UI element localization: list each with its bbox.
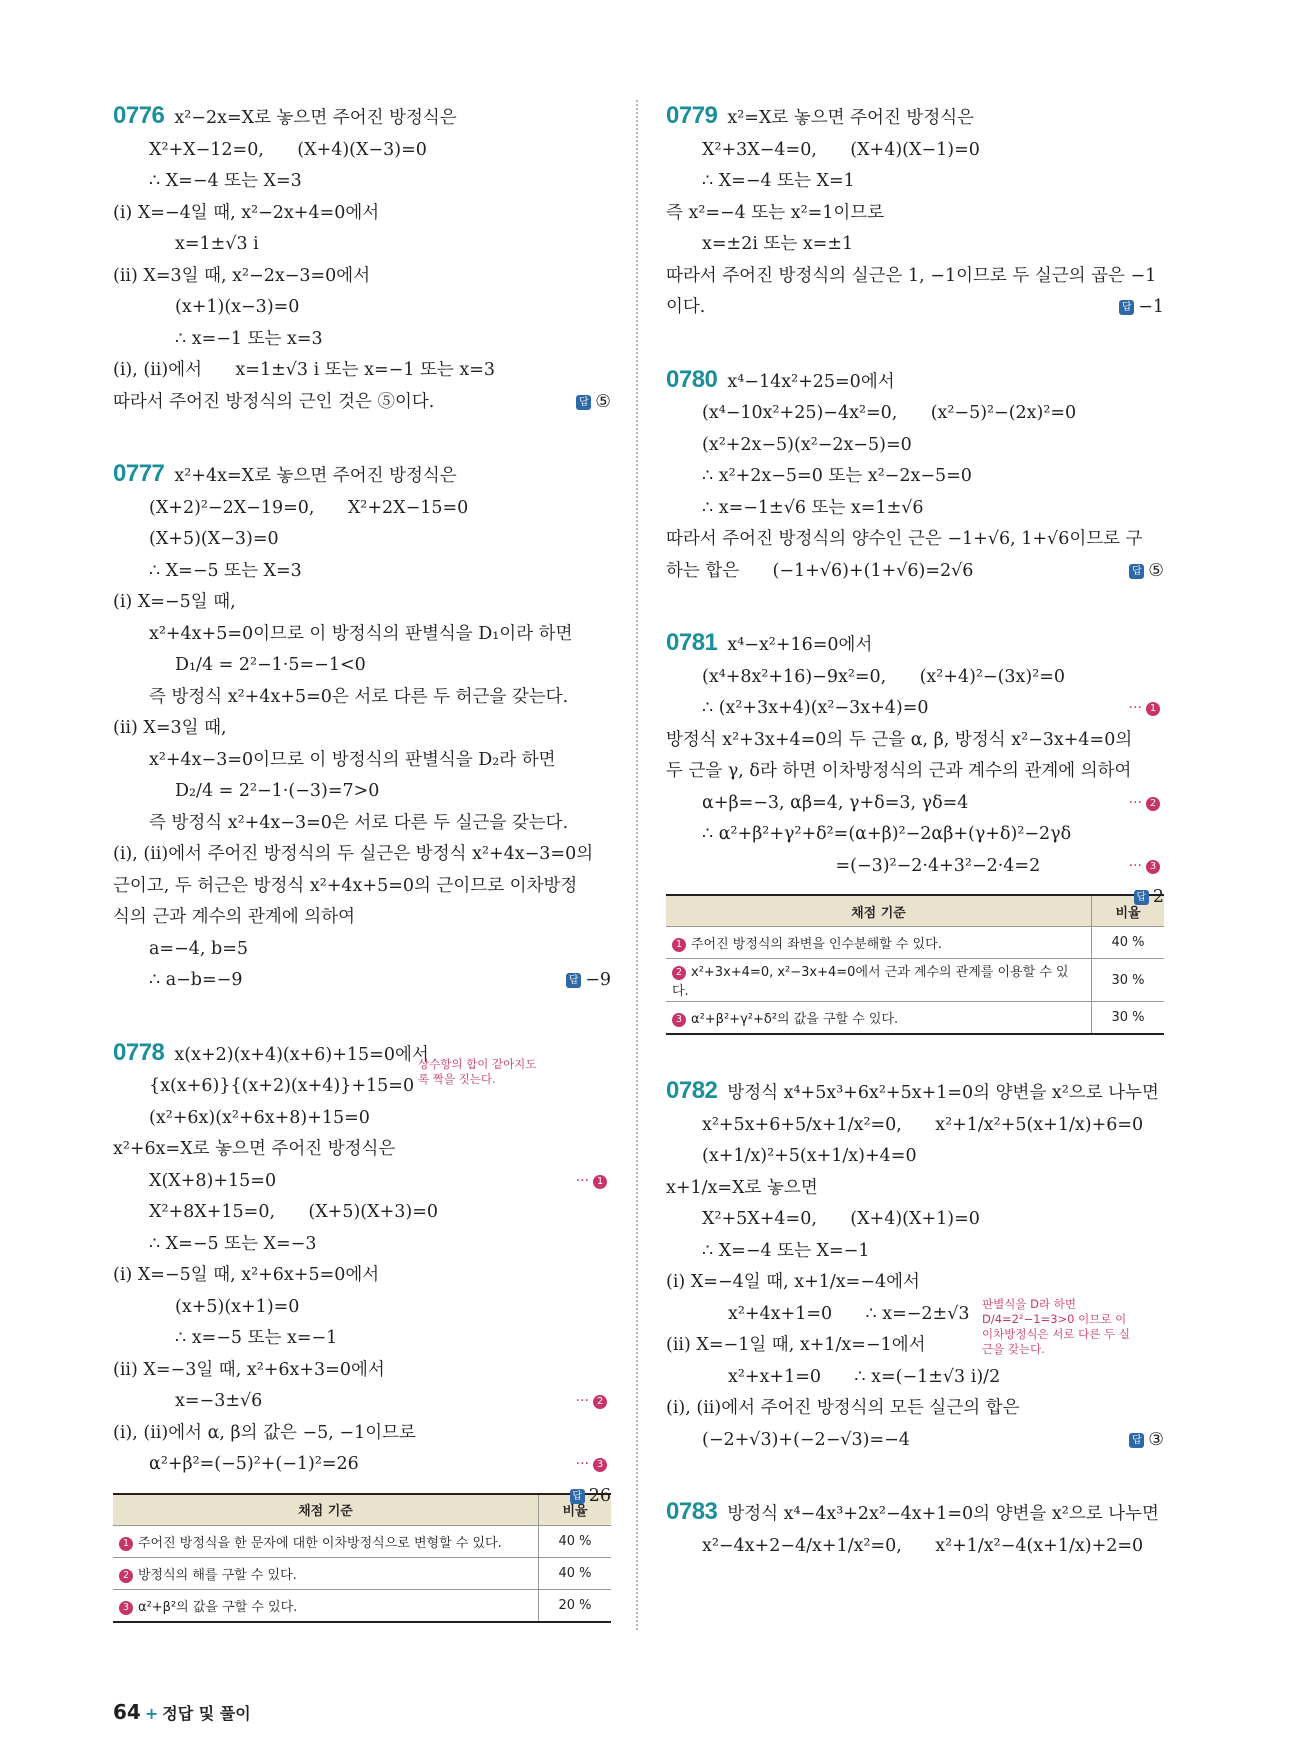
step-number: 3 (593, 1458, 607, 1472)
solution-line (666, 100, 1164, 135)
solution-text: (X+5)(X−3)=0 (149, 529, 279, 549)
table-row (666, 927, 1164, 959)
solution-line (666, 1531, 1164, 1563)
criterion-text: α²+β²+γ²+δ²의 값을 구할 수 있다. (691, 1012, 899, 1027)
solution-text: x²+5x+6+5/x+1/x²=0, x²+1/x²+5(x+1/x)+6=0 (702, 1114, 1144, 1135)
solution-line (113, 1292, 611, 1324)
solution-line (113, 713, 611, 745)
ratio-cell: 30 % (1092, 1002, 1165, 1035)
answer (1119, 292, 1164, 324)
solution-line (666, 430, 1164, 462)
criterion-number: 1 (119, 1537, 133, 1551)
solution-line (113, 198, 611, 230)
solution-line (666, 135, 1164, 167)
answer (576, 387, 611, 419)
solution-text: (x+1)(x−3)=0 (175, 297, 300, 317)
answer-badge-icon: 답 (1129, 1433, 1144, 1448)
solution-text: (i), (ii)에서 x=1±√3 i 또는 x=−1 또는 x=3 (113, 360, 496, 380)
solution-line (113, 587, 611, 619)
solution-line (113, 100, 611, 135)
solution-text: a=−4, b=5 (149, 938, 249, 959)
solution-text: 즉 방정식 x²+4x−3=0은 서로 다른 두 실근을 갖는다. (149, 812, 569, 833)
solution-line (113, 1386, 611, 1418)
solution-text: {x(x+6)}{(x+2)(x+4)}+15=0 (149, 1076, 415, 1096)
solution-text: 따라서 주어진 방정식의 근인 것은 ⑤이다. (113, 391, 435, 412)
solution-line (666, 1267, 1164, 1299)
solution-line (666, 493, 1164, 525)
criterion-number: 2 (119, 1569, 133, 1583)
solution-text: x²−2x=X로 놓으면 주어진 방정식은 (174, 108, 457, 128)
answer-value: ⑤ (1148, 560, 1164, 581)
ratio-cell: 40 % (539, 1557, 612, 1589)
solution-line (113, 839, 611, 871)
solution-text: ∴ x²+2x−5=0 또는 x²−2x−5=0 (702, 466, 972, 486)
solution-text: (x²+6x)(x²+6x+8)+15=0 (149, 1107, 370, 1128)
solution-line (666, 627, 1164, 662)
solution-text: ∴ X=−4 또는 X=−1 (702, 1240, 870, 1261)
right-column (666, 100, 1164, 1602)
solution-line (666, 461, 1164, 493)
step-marker: ··· 3 (1129, 851, 1160, 883)
answer-badge-icon: 답 (1129, 564, 1144, 579)
page-number: 64 (113, 1700, 141, 1724)
solution-text: x²=X로 놓으면 주어진 방정식은 (727, 108, 975, 128)
answer-value: 26 (588, 1485, 611, 1506)
problem-0782 (666, 1075, 1164, 1456)
solution-line (113, 387, 611, 419)
answer-badge-icon: 답 (1119, 300, 1134, 315)
solution-line (666, 662, 1164, 694)
problem-number: 0783 (666, 1498, 718, 1525)
margin-note: 상수항의 합이 같아지도록 짝을 짓는다. (418, 1056, 537, 1086)
solution-line (113, 619, 611, 651)
step-number: 3 (1146, 860, 1160, 874)
problem-0776 (113, 100, 611, 418)
answer-badge-icon: 답 (576, 395, 591, 410)
answer (1134, 882, 1164, 914)
solution-line (113, 902, 611, 934)
solution-line (113, 524, 611, 556)
solution-text: 방정식 x⁴+5x³+6x²+5x+1=0의 양변을 x²으로 나누면 (727, 1083, 1159, 1103)
solution-text: x⁴−14x²+25=0에서 (727, 371, 895, 392)
solution-line (113, 261, 611, 293)
scoring-table (666, 894, 1164, 1035)
criterion-text: 방정식의 해를 구할 수 있다. (138, 1567, 297, 1583)
answer-badge-icon: 답 (1134, 890, 1149, 905)
solution-text: (i), (ii)에서 주어진 방정식의 두 실근은 방정식 x²+4x−3=0의 (113, 844, 594, 864)
answer-badge-icon: 답 (570, 1489, 585, 1504)
solution-text: 방정식 x⁴−4x³+2x²−4x+1=0의 양변을 x²으로 나누면 (727, 1504, 1159, 1524)
solution-text: (i) X=−4일 때, x²−2x+4=0에서 (113, 202, 380, 223)
solution-line (113, 682, 611, 714)
step-number: 2 (1146, 797, 1160, 811)
solution-line (666, 1110, 1164, 1142)
criterion-text: 주어진 방정식을 한 문자에 대한 이차방정식으로 변형할 수 있다. (138, 1535, 502, 1551)
solution-line (113, 776, 611, 808)
solution-text: ∴ X=−4 또는 X=3 (149, 171, 302, 191)
solution-line (113, 1323, 611, 1355)
scoring-table-header: 채점 기준 (666, 895, 1092, 927)
solution-text: x=±2i 또는 x=±1 (702, 234, 854, 254)
solution-text: 두 근을 γ, δ라 하면 이차방정식의 근과 계수의 관계에 의하여 (666, 761, 1132, 781)
solution-line (666, 693, 1164, 725)
criterion-cell (666, 959, 1092, 1002)
problem-number: 0777 (113, 460, 165, 487)
solution-text: x²+x+1=0 ∴ x=(−1±√3 i)/2 (728, 1366, 1001, 1387)
solution-line (113, 650, 611, 682)
solution-text: ∴ x=−1±√6 또는 x=1±√6 (702, 497, 924, 518)
step-number: 2 (593, 1395, 607, 1409)
step-marker: ··· 3 (576, 1449, 607, 1481)
criterion-number: 1 (672, 938, 686, 952)
solution-line (666, 756, 1164, 788)
scoring-table (113, 1493, 611, 1623)
solution-line (113, 166, 611, 198)
step-marker: ··· 1 (576, 1166, 607, 1198)
footer-title: 정답 및 풀이 (162, 1704, 251, 1723)
criterion-cell (113, 1557, 539, 1589)
solution-text: (i) X=−5일 때, (113, 592, 236, 612)
solution-text: x=1±√3 i (175, 234, 259, 254)
table-row (113, 1557, 611, 1589)
solution-line (113, 1260, 611, 1292)
problem-0780 (666, 364, 1164, 588)
solution-text: X(X+8)+15=0 (149, 1170, 277, 1191)
solution-text: X²+5X+4=0, (X+4)(X+1)=0 (702, 1209, 980, 1229)
solution-line (113, 1166, 611, 1198)
solution-text: (ii) X=−3일 때, x²+6x+3=0에서 (113, 1359, 385, 1380)
solution-text: (−2+√3)+(−2−√3)=−4 (702, 1429, 910, 1450)
solution-text: X²+3X−4=0, (X+4)(X−1)=0 (702, 139, 980, 160)
step-number: 1 (1146, 702, 1160, 716)
margin-note: 판별식을 D라 하면 D/4=2²−1=3>0 이므로 이 이차방정식은 서로 다른 두 실근을 갖는다. (982, 1297, 1130, 1356)
solution-text: 즉 x²=−4 또는 x²=1이므로 (666, 202, 885, 223)
solution-text: (ii) X=−1일 때, x+1/x=−1에서 (666, 1335, 926, 1355)
solution-line (666, 229, 1164, 261)
solution-line (113, 934, 611, 966)
answer-value: ③ (1148, 1429, 1164, 1450)
table-row (666, 1002, 1164, 1035)
solution-text: ∴ x=−5 또는 x=−1 (175, 1328, 338, 1348)
scoring-table-header: 비율 (539, 1494, 612, 1526)
ratio-cell: 20 % (539, 1589, 612, 1622)
ratio-cell: 40 % (1092, 927, 1165, 959)
solution-line (666, 1075, 1164, 1110)
solution-text: ∴ X=−5 또는 X=−3 (149, 1233, 317, 1254)
answer-value: −9 (585, 970, 611, 990)
criterion-text: 주어진 방정식의 좌변을 인수분해할 수 있다. (691, 937, 942, 952)
solution-text: D₂/4 = 2²−1·(−3)=7>0 (175, 781, 380, 801)
solution-line (113, 229, 611, 261)
step-marker: ··· 2 (576, 1386, 607, 1418)
solution-text: α²+β²=(−5)²+(−1)²=26 (149, 1454, 359, 1474)
solution-line (113, 556, 611, 588)
answer (566, 965, 611, 997)
step-marker: ··· 2 (1129, 788, 1160, 820)
solution-text: X²+X−12=0, (X+4)(X−3)=0 (149, 139, 427, 160)
solution-text: (ii) X=3일 때, x²−2x−3=0에서 (113, 265, 371, 286)
answer-value: 2 (1152, 887, 1164, 907)
solution-line (113, 1197, 611, 1229)
solution-line (113, 808, 611, 840)
solution-text: x=−3±√6 (175, 1391, 263, 1411)
solution-line (666, 1236, 1164, 1268)
solution-text: (x+5)(x+1)=0 (175, 1296, 300, 1317)
solution-text: (i) X=−4일 때, x+1/x=−4에서 (666, 1272, 920, 1292)
solution-line (113, 1355, 611, 1387)
solution-text: ∴ X=−5 또는 X=3 (149, 560, 302, 581)
solution-text: D₁/4 = 2²−1·5=−1<0 (175, 655, 366, 675)
solution-line (666, 261, 1164, 293)
solution-text: =(−3)²−2·4+3²−2·4=2 (702, 855, 1041, 876)
solution-text: ∴ x=−1 또는 x=3 (175, 328, 323, 349)
solution-line (666, 788, 1164, 820)
solution-line (666, 524, 1164, 556)
solution-text: α+β=−3, αβ=4, γ+δ=3, γδ=4 (702, 792, 969, 813)
solution-line (666, 1204, 1164, 1236)
solution-text: (i) X=−5일 때, x²+6x+5=0에서 (113, 1265, 380, 1285)
criterion-cell (666, 1002, 1092, 1035)
solution-line (666, 198, 1164, 230)
solution-text: 즉 방정식 x²+4x+5=0은 서로 다른 두 허근을 갖는다. (149, 686, 569, 707)
criterion-number: 3 (119, 1601, 133, 1615)
solution-text: ∴ α²+β²+γ²+δ²=(α+β)²−2αβ+(γ+δ)²−2γδ (702, 824, 1072, 844)
problem-0779 (666, 100, 1164, 324)
problem-0777 (113, 458, 611, 997)
solution-text: x²+4x=X로 놓으면 주어진 방정식은 (174, 466, 457, 486)
table-row (113, 1589, 611, 1622)
solution-text: X²+8X+15=0, (X+5)(X+3)=0 (149, 1202, 439, 1222)
solution-text: x(x+2)(x+4)(x+6)+15=0에서 (174, 1044, 429, 1065)
solution-line (666, 292, 1164, 324)
solution-line (113, 1103, 611, 1135)
criterion-text: α²+β²의 값을 구할 수 있다. (138, 1599, 298, 1615)
answer-badge-icon: 답 (566, 973, 581, 988)
solution-text: x²+6x=X로 놓으면 주어진 방정식은 (113, 1139, 396, 1159)
problem-number: 0780 (666, 365, 718, 393)
solution-line (666, 1173, 1164, 1205)
problem-number: 0779 (666, 102, 718, 129)
solution-text: 이다. (666, 297, 706, 317)
solution-line (666, 398, 1164, 430)
table-row (113, 1525, 611, 1557)
solution-line (666, 556, 1164, 588)
solution-line (666, 1393, 1164, 1425)
problem-0778 (113, 1037, 611, 1623)
solution-line (113, 871, 611, 903)
solution-line (666, 364, 1164, 399)
criterion-cell (666, 927, 1092, 959)
solution-text: (X+2)²−2X−19=0, X²+2X−15=0 (149, 497, 469, 518)
answer-value: ⑤ (595, 391, 611, 412)
solution-line (666, 851, 1164, 883)
solution-text: ∴ a−b=−9 (149, 970, 243, 990)
criterion-cell (113, 1525, 539, 1557)
solution-text: (x⁴−10x²+25)−4x²=0, (x²−5)²−(2x)²=0 (702, 403, 1077, 423)
solution-line (666, 725, 1164, 757)
ratio-cell: 40 % (539, 1525, 612, 1557)
solution-line (113, 355, 611, 387)
criterion-text: x²+3x+4=0, x²−3x+4=0에서 근과 계수의 관계를 이용할 수 있다. (672, 965, 1069, 999)
solution-line (666, 166, 1164, 198)
solution-text: (x+1/x)²+5(x+1/x)+4=0 (702, 1146, 917, 1166)
problem-number: 0782 (666, 1077, 718, 1104)
footer-plus: + (144, 1704, 159, 1723)
solution-line (113, 135, 611, 167)
solution-line (113, 493, 611, 525)
solution-text: (x²+2x−5)(x²−2x−5)=0 (702, 434, 912, 455)
step-marker: ··· 1 (1129, 693, 1160, 725)
solution-text: 하는 합은 (−1+√6)+(1+√6)=2√6 (666, 560, 974, 581)
criterion-number: 2 (672, 966, 686, 980)
solution-line (666, 1362, 1164, 1394)
solution-line (113, 1418, 611, 1450)
solution-text: 따라서 주어진 방정식의 양수인 근은 −1+√6, 1+√6이므로 구 (666, 529, 1143, 549)
solution-line (113, 458, 611, 493)
step-number: 1 (593, 1175, 607, 1189)
solution-line (113, 745, 611, 777)
answer (1129, 556, 1164, 588)
problem-number: 0781 (666, 629, 718, 656)
solution-text: 식의 근과 계수의 관계에 의하여 (113, 907, 356, 927)
solution-line (113, 1134, 611, 1166)
solution-text: x²+4x+5=0이므로 이 방정식의 판별식을 D₁이라 하면 (149, 623, 573, 644)
solution-text: ∴ X=−4 또는 X=1 (702, 171, 855, 191)
solution-line (666, 1425, 1164, 1457)
answer (1129, 1425, 1164, 1457)
ratio-cell: 30 % (1092, 959, 1165, 1002)
criterion-number: 3 (672, 1013, 686, 1027)
solution-text: 근이고, 두 허근은 방정식 x²+4x+5=0의 근이므로 이차방정 (113, 875, 578, 896)
solution-text: (i), (ii)에서 주어진 방정식의 모든 실근의 합은 (666, 1398, 1020, 1418)
solution-text: x²+4x+1=0 ∴ x=−2±√3 (728, 1303, 970, 1324)
solution-text: 방정식 x²+3x+4=0의 두 근을 α, β, 방정식 x²−3x+4=0의 (666, 729, 1133, 750)
solution-line (113, 1449, 611, 1481)
left-column (113, 100, 611, 1663)
answer-value: −1 (1138, 297, 1164, 317)
solution-line (113, 292, 611, 324)
solution-line (113, 324, 611, 356)
solution-line (666, 1496, 1164, 1531)
table-row (666, 959, 1164, 1002)
solution-line (666, 819, 1164, 851)
page-footer (113, 1700, 251, 1724)
scoring-table-header: 비율 (1092, 895, 1165, 927)
solution-line (113, 965, 611, 997)
problem-number: 0778 (113, 1038, 165, 1066)
problem-0783 (666, 1496, 1164, 1562)
solution-line (113, 1229, 611, 1261)
solution-text: (i), (ii)에서 α, β의 값은 −5, −1이므로 (113, 1422, 416, 1443)
problem-number: 0776 (113, 102, 165, 129)
solution-text: (x⁴+8x²+16)−9x²=0, (x²+4)²−(3x)²=0 (702, 666, 1066, 687)
problem-0781 (666, 627, 1164, 1035)
answer (570, 1481, 611, 1513)
solution-text: ∴ (x²+3x+4)(x²−3x+4)=0 (702, 698, 929, 718)
solution-text: x²+4x−3=0이므로 이 방정식의 판별식을 D₂라 하면 (149, 749, 556, 770)
column-divider (636, 100, 638, 1630)
solution-text: x²−4x+2−4/x+1/x²=0, x²+1/x²−4(x+1/x)+2=0 (702, 1535, 1144, 1556)
solution-text: (ii) X=3일 때, (113, 718, 227, 738)
scoring-table-header: 채점 기준 (113, 1494, 539, 1526)
criterion-cell (113, 1589, 539, 1622)
solution-line (666, 1141, 1164, 1173)
solution-text: x+1/x=X로 놓으면 (666, 1177, 818, 1198)
solution-text: x⁴−x²+16=0에서 (727, 635, 873, 655)
solution-text: 따라서 주어진 방정식의 실근은 1, −1이므로 두 실근의 곱은 −1 (666, 265, 1157, 286)
